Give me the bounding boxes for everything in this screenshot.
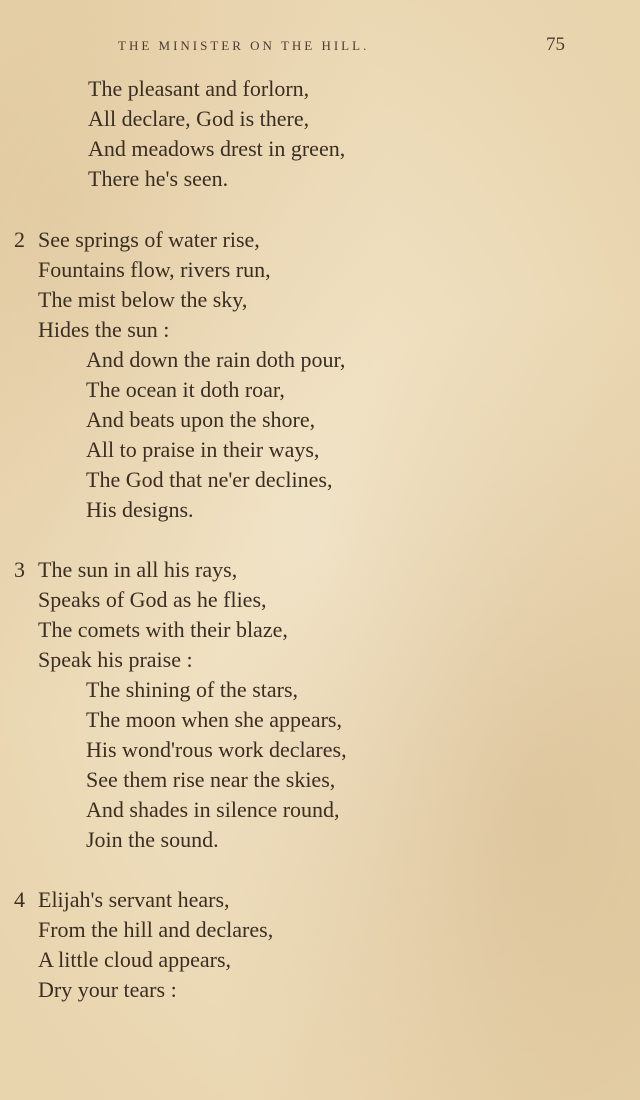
stanza4-line-2: From the hill and declares, [38,917,274,942]
stanza3-line-6: The moon when she appears, [86,707,342,732]
stanza2-line-10: His designs. [86,497,194,522]
stanza2-line-4: Hides the sun : [38,317,170,342]
stanza4-line-1: Elijah's servant hears, [38,887,230,912]
stanza2-line-7: And beats upon the shore, [86,407,316,432]
stanza2-line-3: The mist below the sky, [38,287,248,312]
stanza3-number: 3 [14,557,25,582]
stanza3-line-1: The sun in all his rays, [38,557,238,582]
stanza1-line-4: There he's seen. [88,166,229,191]
stanza3-line-2: Speaks of God as he flies, [38,587,267,612]
stanza3-line-9: And shades in silence round, [86,797,340,822]
stanza4-line-4: Dry your tears : [38,977,177,1002]
stanza2-line-5: And down the rain doth pour, [86,347,346,372]
stanza3-line-10: Join the sound. [86,827,219,852]
stanza1-line-2: All declare, God is there, [88,106,310,131]
stanza3-line-4: Speak his praise : [38,647,193,672]
stanza3-line-5: The shining of the stars, [86,677,299,702]
stanza1-line-1: The pleasant and forlorn, [88,76,310,101]
running-title: THE MINISTER ON THE HILL. [118,38,370,53]
stanza3-line-8: See them rise near the skies, [86,767,336,792]
stanza2-number: 2 [14,227,25,252]
stanza3-line-7: His wond'rous work declares, [86,737,347,762]
page-number: 75 [546,34,565,55]
stanza2-line-9: The God that ne'er declines, [86,467,333,492]
stanza2-line-6: The ocean it doth roar, [86,377,285,402]
stanza4-line-3: A little cloud appears, [38,947,232,972]
stanza2-line-8: All to praise in their ways, [86,437,320,462]
stanza2-line-1: See springs of water rise, [38,227,260,252]
stanza1-line-3: And meadows drest in green, [88,136,346,161]
stanza3-line-3: The comets with their blaze, [38,617,288,642]
stanza2-line-2: Fountains flow, rivers run, [38,257,271,282]
stanza4-number: 4 [14,887,25,912]
